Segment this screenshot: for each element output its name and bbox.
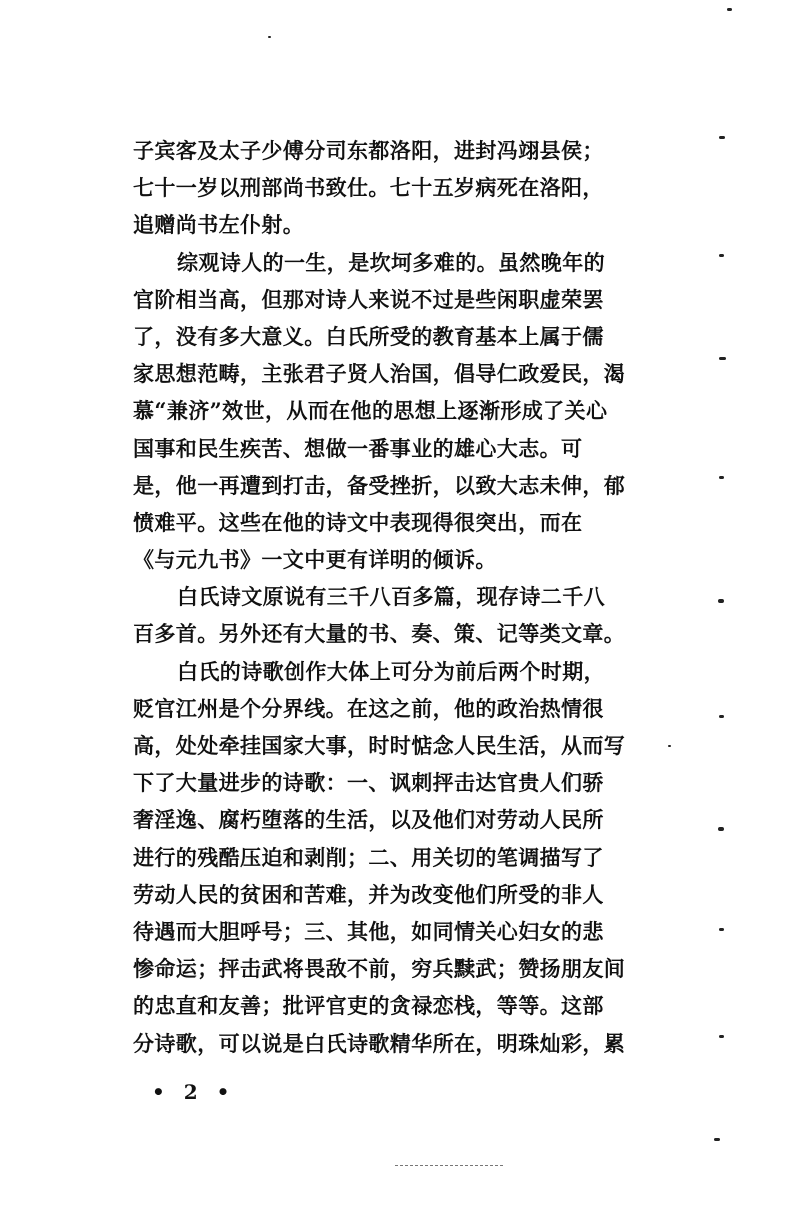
scan-speck [719,715,724,718]
text-line: 子宾客及太子少傅分司东都洛阳，进封冯翊县侯； [133,138,604,163]
scan-speck [668,745,671,747]
text-line: 七十一岁以刑部尚书致仕。七十五岁病死在洛阳， [133,175,604,201]
scan-speck [719,357,726,360]
text-line: 慕“兼济”效世，从而在他的思想上逐渐形成了关心 [133,398,608,424]
paragraph-start-line: 综观诗人的一生，是坎坷多难的。虽然晚年的 [177,249,605,275]
text-line: 奢淫逸、腐朽堕落的生活，以及他们对劳动人民所 [133,807,604,833]
scan-speck [719,254,724,257]
scan-speck [719,476,724,479]
bottom-scan-rule [395,1165,503,1166]
text-line: 百多首。另外还有大量的书、奏、策、记等类文章。 [133,621,626,647]
scan-speck [719,928,724,931]
text-line: 进行的残酷压迫和剥削；二、用关切的笔调描写了 [133,844,604,870]
scan-speck [718,599,724,603]
text-line: 惨命运；抨击武将畏敌不前，穷兵黩武；赞扬朋友间 [133,956,626,982]
text-line: 贬官江州是个分界线。在这之前，他的政治热情很 [133,695,604,721]
scan-speck [268,36,271,38]
text-line: 高，处处牵挂国家大事，时时惦念人民生活，从而写 [133,733,626,758]
text-line: 追赠尚书左仆射。 [133,212,305,238]
text-line: 下了大量进步的诗歌：一、讽刺抨击达官贵人们骄 [133,770,604,796]
text-line: 《与元九书》一文中更有详明的倾诉。 [133,547,497,573]
text-line: 分诗歌，可以说是白氏诗歌精华所在，明珠灿彩，累 [133,1030,626,1056]
scan-speck [719,136,725,139]
text-line: 待遇而大胆呼号；三、其他，如同情关心妇女的悲 [133,918,604,944]
scan-speck [718,827,724,831]
scan-speck [719,1035,724,1038]
text-line: 愤难平。这些在他的诗文中表现得很突出，而在 [133,509,583,535]
text-line: 国事和民生疾苦、想做一番事业的雄心大志。可 [133,435,583,461]
text-line: 是，他一再遭到打击，备受挫折，以致大志未伸，郁 [133,472,626,498]
text-line: 官阶相当高，但那对诗人来说不过是些闲职虚荣罢 [133,286,604,312]
text-line: 的忠直和友善；批评官吏的贪禄恋栈，等等。这部 [133,993,604,1019]
text-line: 劳动人民的贫困和苦难，并为改变他们所受的非人 [133,881,604,907]
text-line: 了，没有多大意义。白氏所受的教育基本上属于儒 [133,323,604,349]
text-line: 家思想范畴，主张君子贤人治国，倡导仁政爱民，渴 [133,361,626,387]
page-number: • 2 • [152,1080,236,1104]
body-text [133,132,633,1062]
paragraph-start-line: 白氏诗文原说有三千八百多篇，现存诗二千八 [177,584,605,610]
paragraph-start-line: 白氏的诗歌创作大体上可分为前后两个时期， [177,658,605,684]
scan-speck [727,8,732,11]
scan-speck [714,1138,720,1141]
